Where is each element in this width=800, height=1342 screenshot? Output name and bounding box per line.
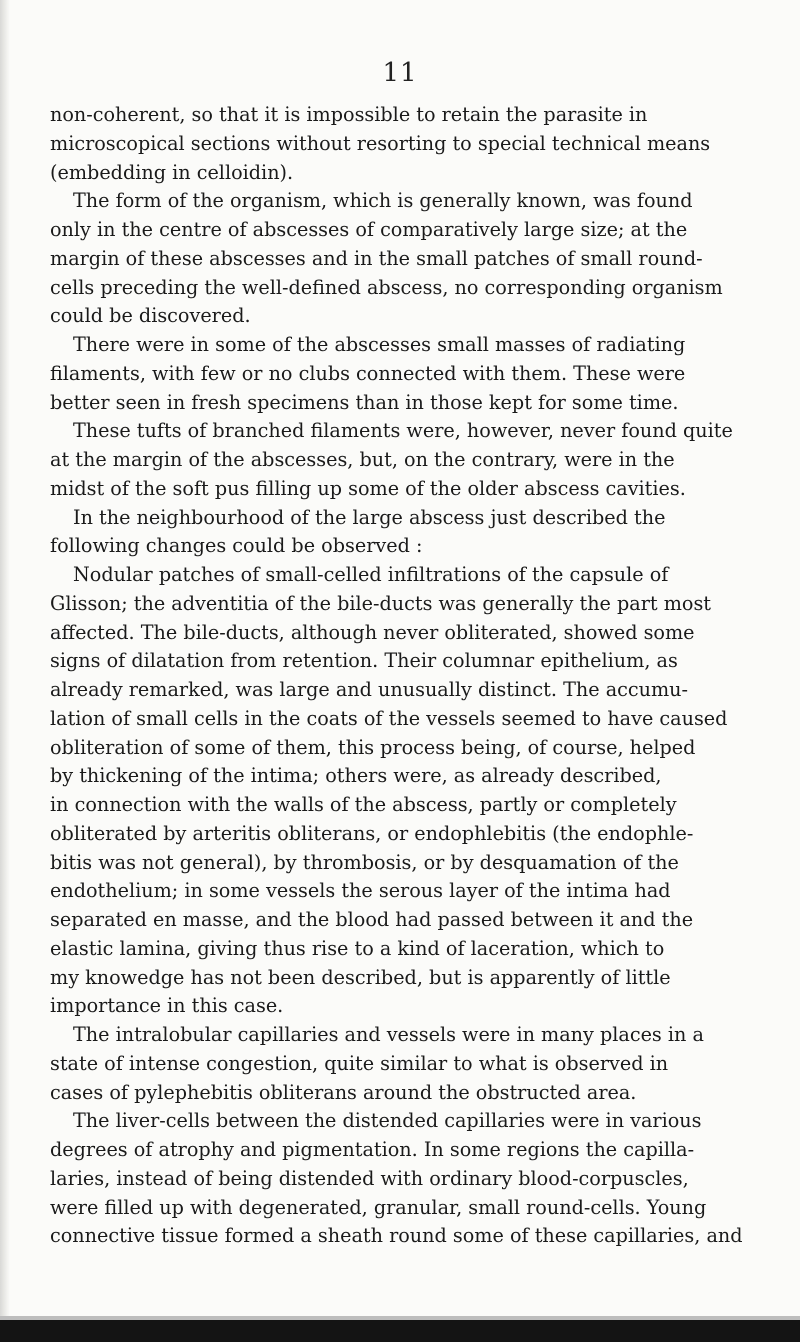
text-line: importance in this case. [50,994,284,1018]
text-line: filaments, with few or no clubs connected with them. These were [50,361,686,385]
text-line: midst of the soft pus filling up some of the older abscess cavities. [50,476,686,500]
text-line: non-coherent, so that it is impossible to retain the parasite in [50,103,648,126]
text-line: separated en masse, and the blood had passed between it and the [50,908,694,931]
paragraph-start-line: There were in some of the abscesses small masses of radiating [73,333,686,356]
text-line: state of intense congestion, quite similar to what is observed in [50,1051,669,1075]
text-line: laries, instead of being distended with ordinary blood-corpuscles, [50,1166,689,1190]
text-line: bitis was not general), by thrombosis, or by desquamation of the [50,850,679,874]
paragraph-start-line: In the neighbourhood of the large abscess just described the [73,505,666,529]
page-edge-shadow [0,0,10,1342]
text-line: better seen in fresh specimens than in those kept for some time. [50,390,679,414]
text-line: my knowedge has not been described, but is apparently of little [50,965,671,989]
text-line: by thickening of the intima; others were, as already described, [50,764,662,788]
paragraph-start-line: These tufts of branched filaments were, however, never found quite [73,419,733,443]
text-line: degrees of atrophy and pigmentation. In some regions the capilla- [50,1138,695,1161]
text-line: affected. The bile-ducts, although never obliterated, showed some [50,620,695,644]
scan-border [0,1320,800,1342]
page-number: 11 [382,58,418,88]
text-line: elastic lamina, giving thus rise to a kind of laceration, which to [50,936,665,960]
text-line: in connection with the walls of the abscess, partly or completely [50,793,677,816]
text-body [50,101,756,1251]
text-line: lation of small cells in the coats of the vessels seemed to have caused [50,706,728,730]
text-line: cells preceding the well-defined abscess, no corresponding organism [50,275,723,299]
text-line: obliteration of some of them, this process being, of course, helped [50,735,696,759]
text-line: signs of dilatation from retention. Their columnar epithelium, as [50,649,678,673]
text-line: endothelium; in some vessels the serous layer of the intima had [50,879,671,903]
text-line: obliterated by arteritis obliterans, or endophlebitis (the endophle- [50,821,694,845]
text-line: Glisson; the adventitia of the bile-ducts was generally the part most [50,591,712,615]
paragraph-start-line: The intralobular capillaries and vessels were in many places in a [73,1023,704,1046]
paragraph-start-line: The liver-cells between the distended capillaries were in various [73,1109,702,1133]
text-line: could be discovered. [50,304,251,328]
text-line: microscopical sections without resorting to special technical means [50,131,711,155]
text-line: cases of pylephebitis obliterans around the obstructed area. [50,1080,637,1104]
text-line: (embedding in celloidin). [50,160,294,184]
text-line: at the margin of the abscesses, but, on the contrary, were in the [50,448,675,471]
paragraph-start-line: The form of the organism, which is generally known, was found [73,189,693,213]
text-line: margin of these abscesses and in the small patches of small round- [50,246,703,270]
text-line: connective tissue formed a sheath round some of these capillaries, and [50,1224,743,1248]
paragraph-start-line: Nodular patches of small-celled infiltrations of the capsule of [73,563,669,586]
text-line: already remarked, was large and unusually distinct. The accumu- [50,678,689,701]
text-line: were filled up with degenerated, granular, small round-cells. Young [50,1195,707,1219]
text-line: following changes could be observed : [50,534,423,558]
text-line: only in the centre of abscesses of comparatively large size; at the [50,218,688,241]
